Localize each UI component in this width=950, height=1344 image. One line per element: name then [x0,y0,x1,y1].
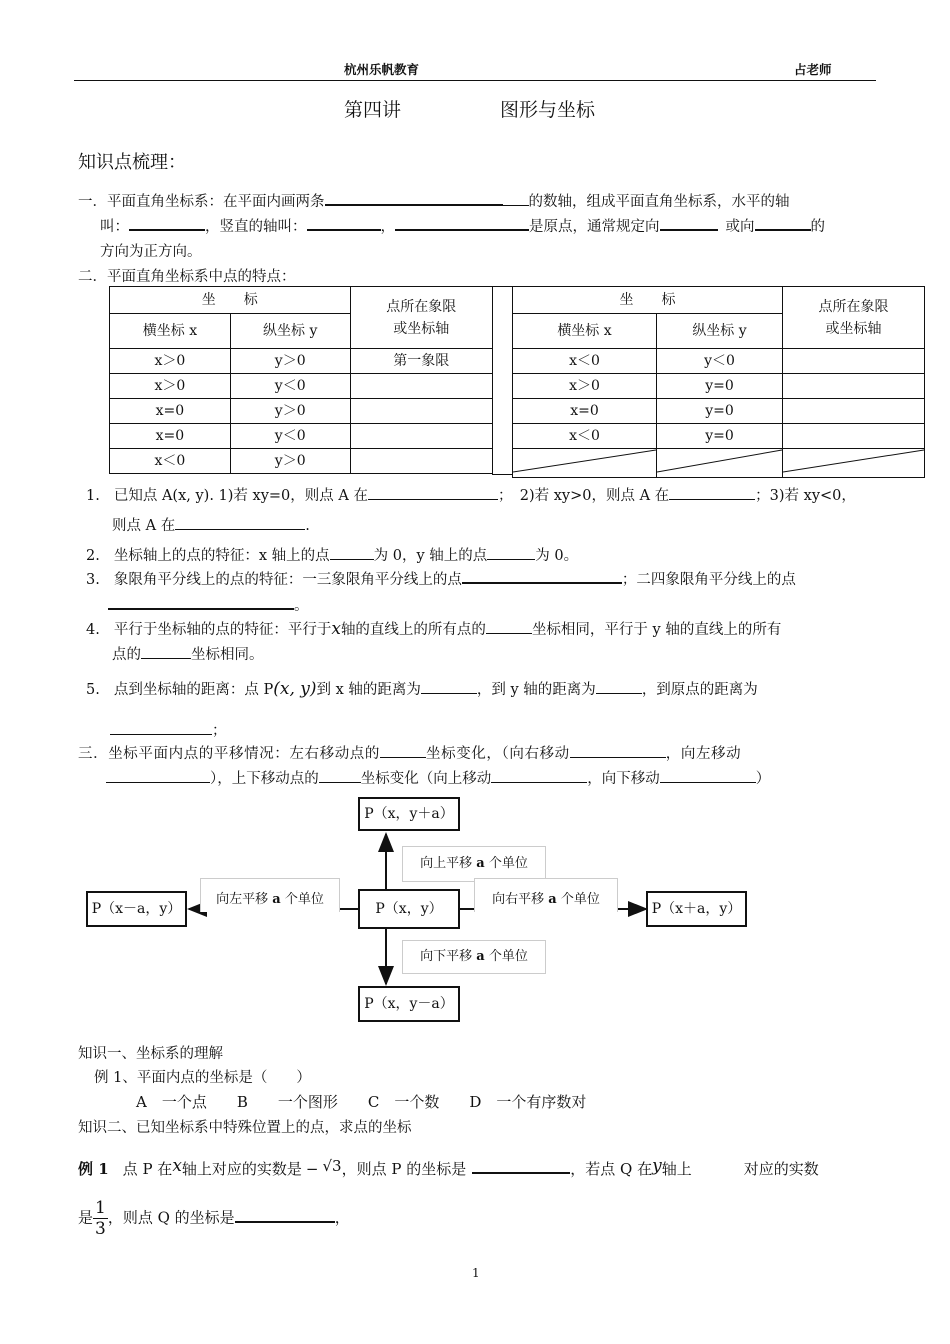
coord-header: 坐 标 [110,287,351,314]
quadrant-cell: 第一象限 [350,349,492,374]
label-right: 向右平移 a 个单位 [474,878,618,912]
x-cond: x=0 [110,424,231,449]
s3-line2: ），上下移动点的 坐标变化（向上移动 ，向下移动 ） [106,767,770,788]
x-cond: x＞0 [513,374,657,399]
y-cond: y=0 [657,399,783,424]
label-left: 向左平移 a 个单位 [200,878,340,912]
s3-line1: 三．坐标平面内点的平移情况：左右移动点的 坐标变化，（向右移动 ，向左移动 [78,742,741,763]
item-4-line1: 4. 平行于坐标轴的点的特征：平行于x轴的直线上的所有点的 坐标相同，平行于 y 轴的直线上的所有 [86,619,782,639]
y-cond: y=0 [657,424,783,449]
header-org: 杭州乐帆教育 [344,62,420,77]
item-4-line2: 点的 坐标相同。 [112,643,264,664]
k1-options: A 一个点 B 一个图形 C 一个数 D 一个有序数对 [136,1093,587,1111]
y-cond: y=0 [657,374,783,399]
x-cond: x＜0 [513,349,657,374]
y-header: 纵坐标 y [657,314,783,349]
y-cond: y＜0 [230,374,350,399]
y-cond: y＜0 [657,349,783,374]
k2-example-line1: 例 1 点 P 在x轴上对应的实数是 − √3，则点 P 的坐标是 ，若点 Q 在y轴上 对应的实数 [78,1156,819,1178]
quad-header: 点所在象限 或坐标轴 [350,287,492,349]
s1-line1: 一．平面直角坐标系：在平面内画两条 的数轴，组成平面直角坐标系，水平的轴 [78,190,790,211]
page-title: 图形与坐标 [500,99,596,121]
item-3-line1: 3. 象限角平分线上的点的特征：一三象限角平分线上的点 ；二四象限角平分线上的点 [86,568,796,589]
x-cond: x=0 [513,399,657,424]
x-header: 横坐标 x [513,314,657,349]
y-cond: y＞0 [230,349,350,374]
s1-line2: 叫： ，竖直的轴叫： ， 是原点，通常规定向 或向 的 [100,215,825,236]
item-1-line2: 则点 A 在 . [112,514,310,535]
point-center-box: P（x，y） [358,889,460,929]
fraction-one-third: $\frac{1}{3}$ [95,1198,106,1239]
y-header: 纵坐标 y [230,314,350,349]
point-top-box: P（x，y＋a） [358,797,460,831]
coord-header: 坐 标 [513,287,783,314]
y-cond: y＞0 [230,449,350,474]
x-header: 横坐标 x [110,314,231,349]
k2-example-line2: 是 $\frac{1}{3}$ ，则点 Q 的坐标是 ， [78,1198,350,1239]
page-number: 1 [472,1266,480,1280]
x-cond: x＜0 [513,424,657,449]
k1-title: 知识一、坐标系的理解 [78,1046,223,1062]
item-3-line2: 。 [108,594,309,615]
point-bottom-box: P（x，y－a） [358,986,460,1022]
x-cond: x＞0 [110,374,231,399]
label-up: 向上平移 a 个单位 [402,846,546,882]
lecture-number: 第四讲 [344,99,402,121]
x-cond: x=0 [110,399,231,424]
item-5-line2: ； [110,719,227,740]
x-cond: x＜0 [110,449,231,474]
point-left-box: P（x－a，y） [86,891,187,927]
item-1-line1: 1. 已知点 A(x, y). 1)若 xy=0，则点 A 在 ； 2)若 xy>0，则点 A 在 ；3)若 xy<0， [86,484,856,505]
k2-title: 知识二、已知坐标系中特殊位置上的点，求点的坐标 [78,1120,412,1136]
y-cond: y＜0 [230,424,350,449]
quad-header: 点所在象限 或坐标轴 [783,287,925,349]
point-right-box: P（x＋a，y） [646,891,747,927]
y-cond: y＞0 [230,399,350,424]
k1-question: 例 1、平面内点的坐标是（ ） [94,1070,311,1086]
header-teacher: 占老师 [794,62,832,77]
x-cond: x＞0 [110,349,231,374]
item-5-line1: 5. 点到坐标轴的距离：点 P(x, y)到 x 轴的距离为 ，到 y 轴的距离为 ，到原点的距离为 [86,679,758,699]
s1-line3: 方向为正方向。 [100,244,202,260]
s2-title: 二．平面直角坐标系中点的特点： [78,269,296,285]
item-2: 2. 坐标轴上的点的特征：x 轴上的点 为 0，y 轴上的点 为 0。 [86,544,578,565]
label-down: 向下平移 a 个单位 [402,940,546,974]
section-title: 知识点梳理： [78,152,186,173]
